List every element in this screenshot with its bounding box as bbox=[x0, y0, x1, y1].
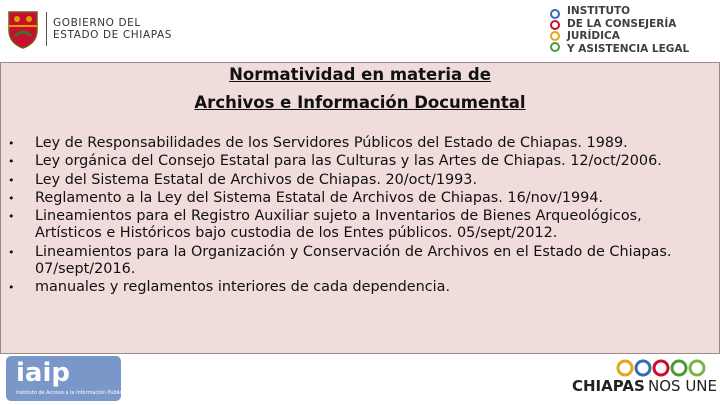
slide-title-line2: Archivos e Información Documental bbox=[194, 93, 526, 112]
list-item bbox=[8, 244, 713, 279]
institute-emblem-icon bbox=[548, 5, 562, 55]
bullet-icon: • bbox=[8, 281, 15, 295]
inst-line2: DE LA CONSEJERÍA JURÍDICA bbox=[567, 17, 677, 42]
chiapas-nos-une-logo bbox=[560, 355, 717, 400]
bullet-icon: • bbox=[8, 210, 15, 224]
chiapas-slogan-text: NOS UNE bbox=[648, 377, 717, 395]
list-item-text: Ley orgánica del Consejo Estatal para las Culturas y las Artes de Chiapas. 12/oct/2006. bbox=[35, 153, 662, 170]
bullet-icon: • bbox=[8, 173, 15, 187]
inst-line1: INSTITUTO bbox=[567, 5, 631, 17]
list-item-text: manuales y reglamentos interiores de cada dependencia. bbox=[35, 279, 451, 296]
bullet-icon: • bbox=[8, 245, 15, 259]
list-item bbox=[8, 208, 713, 243]
government-name bbox=[53, 17, 172, 41]
slide-title-line1: Normatividad en materia de bbox=[229, 65, 491, 84]
list-item bbox=[8, 279, 713, 296]
list-item-text: Ley de Responsabilidades de los Servidores Públicos del Estado de Chiapas. 1989. bbox=[35, 135, 628, 151]
institute-logo bbox=[548, 5, 720, 55]
list-item bbox=[8, 190, 713, 207]
gov-line1: GOBIERNO DEL bbox=[53, 17, 141, 29]
gov-line2: ESTADO DE CHIAPAS bbox=[53, 29, 173, 41]
iaip-logo-text: iaip bbox=[16, 358, 70, 388]
government-logo bbox=[6, 8, 172, 50]
iaip-logo bbox=[6, 356, 126, 401]
list-item-text: Reglamento a la Ley del Sistema Estatal de Archivos de Chiapas. 16/nov/1994. bbox=[35, 189, 604, 206]
iaip-logo-subtext: Instituto de Acceso a la Información Pública bbox=[16, 390, 126, 396]
list-item-text: Lineamientos para el Registro Auxiliar sujeto a Inventarios de Bienes Arqueológicos, Artísticos e Históricos bajo custodia de los Entes públicos. 05/sept/2012. bbox=[35, 208, 642, 242]
regulations-list bbox=[8, 135, 713, 297]
chiapas-coat-of-arms-icon bbox=[6, 8, 40, 50]
list-item bbox=[8, 153, 713, 170]
list-item bbox=[8, 172, 713, 189]
list-item-text: Lineamientos para la Organización y Conservación de Archivos en el Estado de Chiapas. 07/sept/2016. bbox=[35, 243, 672, 278]
list-item-text: Ley del Sistema Estatal de Archivos de Chiapas. 20/oct/1993. bbox=[35, 171, 478, 188]
institute-name bbox=[567, 5, 720, 55]
header bbox=[0, 0, 720, 62]
list-item bbox=[8, 135, 713, 152]
logo-divider bbox=[46, 12, 47, 46]
bullet-icon: • bbox=[8, 191, 15, 205]
bullet-icon: • bbox=[8, 137, 15, 150]
inst-line3: Y ASISTENCIA LEGAL bbox=[567, 42, 690, 55]
bullet-icon: • bbox=[8, 155, 15, 169]
chiapas-logo-text: CHIAPAS bbox=[572, 377, 645, 395]
